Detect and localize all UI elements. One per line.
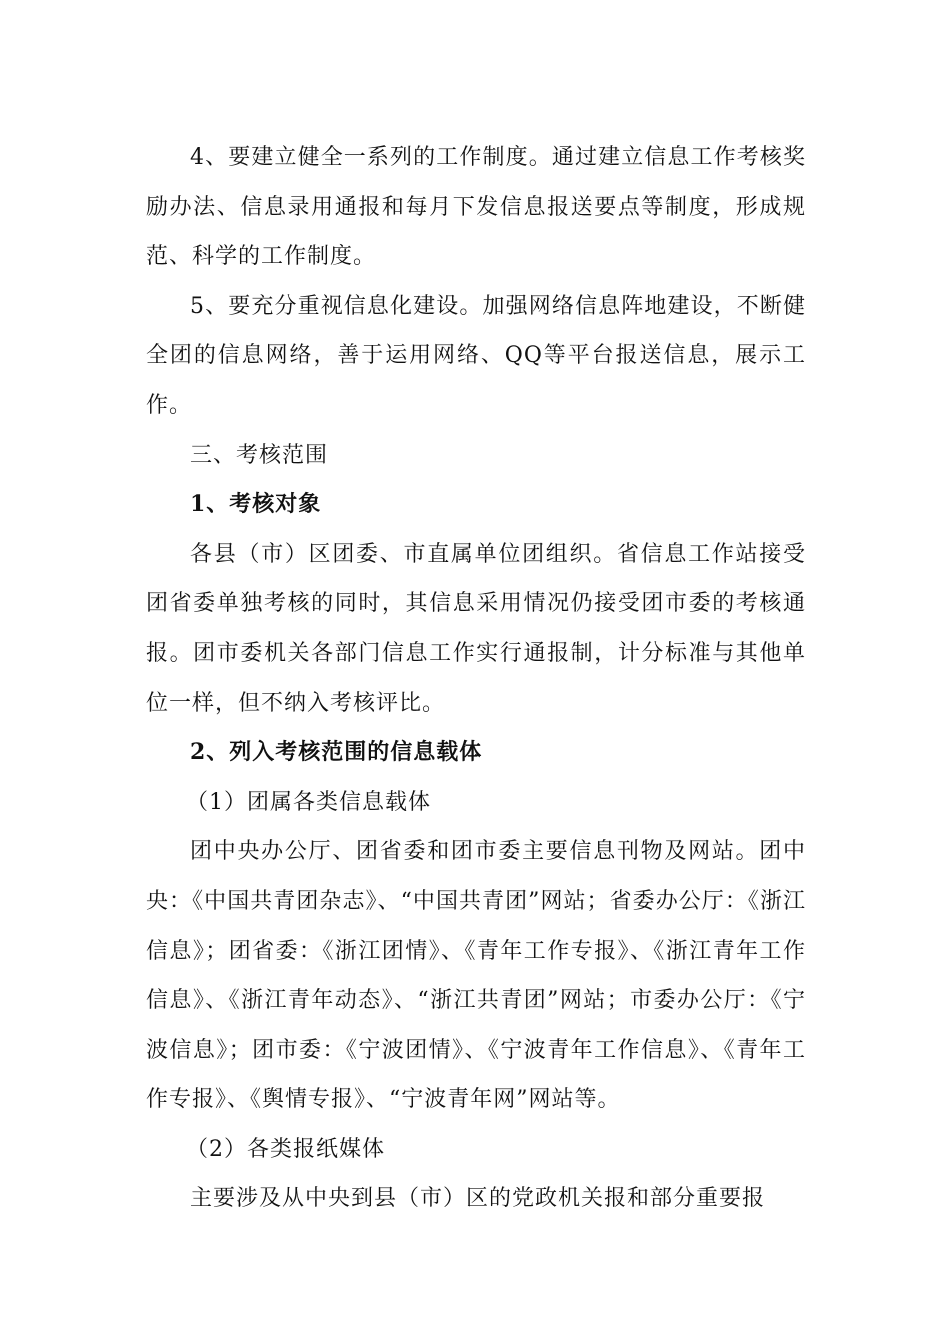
item-league-carriers: （1）团属各类信息载体 [186, 789, 431, 815]
item-newspaper-media: （2）各类报纸媒体 [186, 1136, 385, 1162]
paragraph-informatization: 5、要充分重视信息化建设。加强网络信息阵地建设，不断健全团的信息网络，善于运用网络、QQ等平台报送信息，展示工作。 [146, 293, 806, 418]
subheading-assessment-target: 1、考核对象 [190, 491, 322, 518]
document-page [146, 133, 806, 1224]
paragraph-work-system: 4、要建立健全一系列的工作制度。通过建立信息工作考核奖励办法、信息录用通报和每月下发信息报送要点等制度，形成规范、科学的工作制度。 [146, 145, 806, 270]
subheading-information-carriers: 2、列入考核范围的信息载体 [190, 739, 483, 766]
section-heading-assessment-scope: 三、考核范围 [190, 442, 329, 468]
paragraph-assessment-target: 各县（市）区团委、市直属单位团组织。省信息工作站接受团省委单独考核的同时，其信息采用情况仍接受团市委的考核通报。团市委机关各部门信息工作实行通报制，计分标准与其他单位一样，但不纳入考核评比。 [146, 541, 806, 716]
paragraph-newspaper-media: 主要涉及从中央到县（市）区的党政机关报和部分重要报 [190, 1186, 766, 1212]
paragraph-league-carriers: 团中央办公厅、团省委和团市委主要信息刊物及网站。团中央：《中国共青团杂志》、“中国共青团”网站；省委办公厅：《浙江信息》；团省委：《浙江团情》、《青年工作专报》、《浙江青年工作信息》、《浙江青年动态》、“浙江共青团”网站；市委办公厅：《宁波信息》；团市委：《宁波团情》、《宁波青年工作信息》、《青年工作专报》、《舆情专报》、“宁波青年网”网站等。 [146, 839, 806, 1113]
